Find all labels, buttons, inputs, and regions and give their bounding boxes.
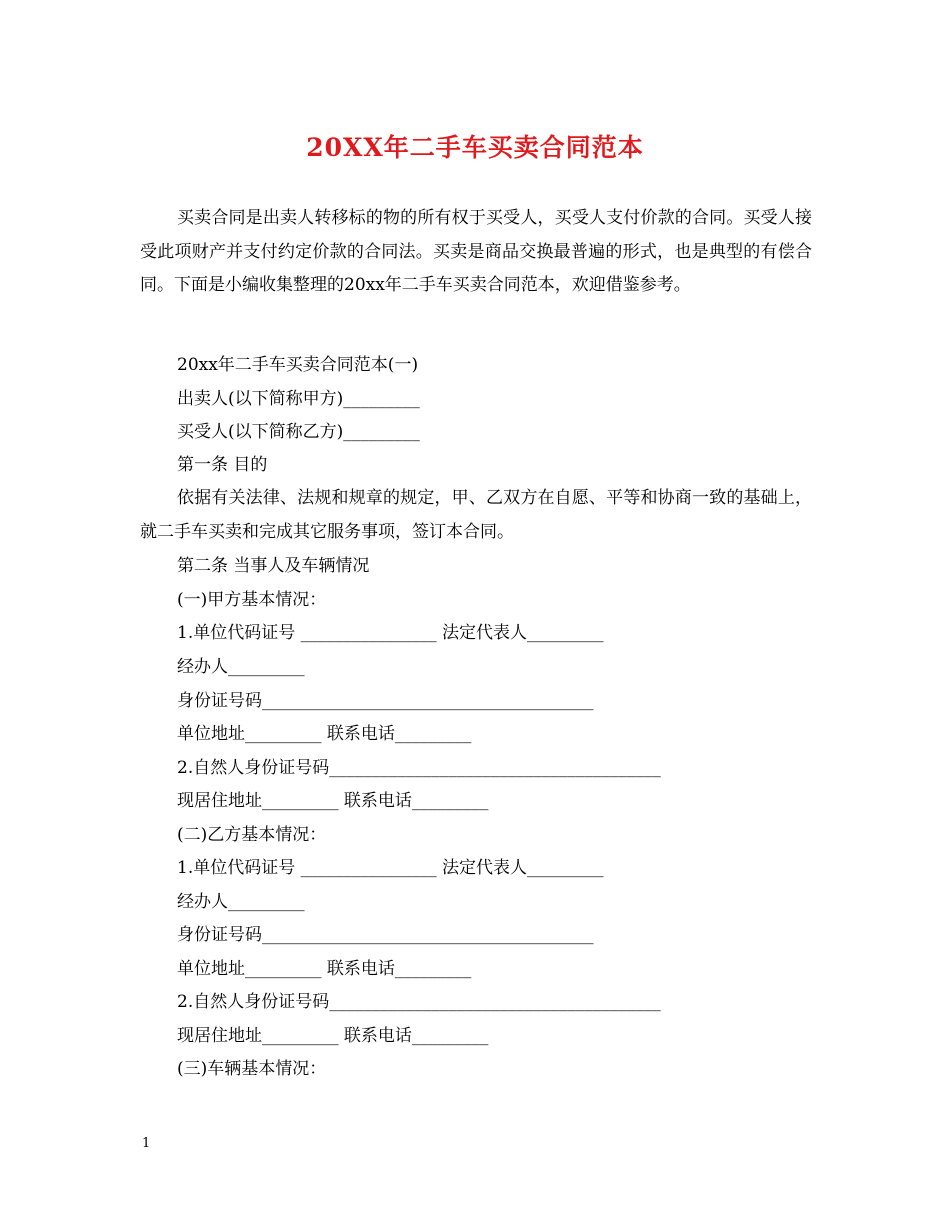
party-b-heading: (二)乙方基本情况： (177, 825, 327, 845)
party-a-address-line: 单位地址_________ 联系电话_________ (177, 724, 472, 744)
contract-subtitle: 20xx年二手车买卖合同范本(一) (177, 355, 419, 375)
party-b-person-id-line: 2.自然人身份证号码_______________________________________ (177, 992, 661, 1012)
party-b-residence-line: 现居住地址_________ 联系电话_________ (177, 1026, 489, 1046)
party-a-id-line: 身份证号码_______________________________________ (177, 691, 594, 711)
article-2-heading: 第二条 当事人及车辆情况 (177, 556, 370, 576)
party-a-agent-line: 经办人_________ (177, 657, 305, 677)
party-a-heading: (一)甲方基本情况： (177, 590, 327, 610)
party-b-agent-line: 经办人_________ (177, 892, 305, 912)
party-a-org-code-line: 1.单位代码证号 ________________ 法定代表人_________ (177, 623, 604, 643)
article-1-heading: 第一条 目的 (177, 455, 268, 475)
intro-paragraph: 买卖合同是出卖人转移标的物的所有权于买受人，买受人支付价款的合同。买受人接受此项财产并支付约定价款的合同法。买卖是商品交换最普遍的形式，也是典型的有偿合同。下面是小编收集整理的20xx年二手车买卖合同范本，欢迎借鉴参考。 (140, 208, 812, 295)
page-number: 1 (142, 1136, 151, 1151)
party-b-org-code-line: 1.单位代码证号 ________________ 法定代表人_________ (177, 858, 604, 878)
document-title: 20XX年二手车买卖合同范本 (306, 133, 644, 162)
buyer-line: 买受人(以下简称乙方)_________ (177, 422, 420, 442)
party-a-residence-line: 现居住地址_________ 联系电话_________ (177, 791, 489, 811)
party-b-address-line: 单位地址_________ 联系电话_________ (177, 959, 472, 979)
party-b-id-line: 身份证号码_______________________________________ (177, 925, 594, 945)
vehicle-heading: (三)车辆基本情况： (177, 1059, 327, 1079)
party-a-person-id-line: 2.自然人身份证号码_______________________________________ (177, 758, 661, 778)
article-1-paragraph: 依据有关法律、法规和规章的规定，甲、乙双方在自愿、平等和协商一致的基础上，就二手车买卖和完成其它服务事项，签订本合同。 (140, 488, 812, 542)
seller-line: 出卖人(以下简称甲方)_________ (177, 389, 420, 409)
